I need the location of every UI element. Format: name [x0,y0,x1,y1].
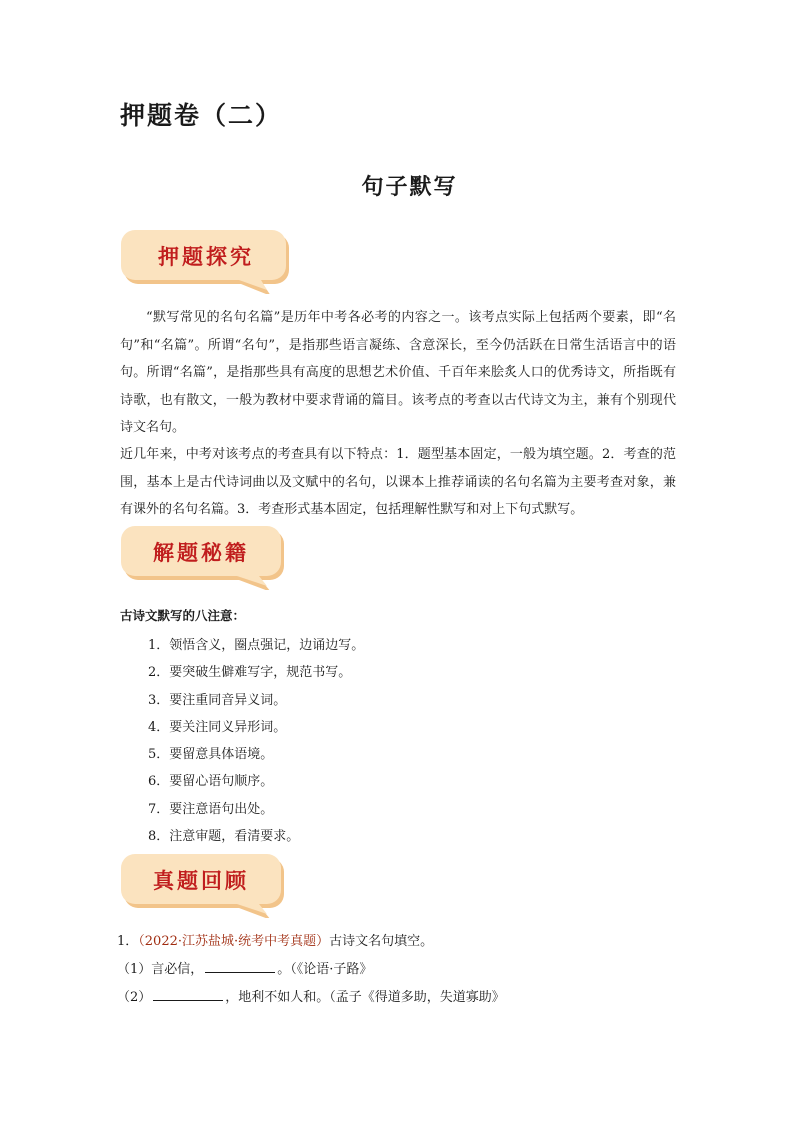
intro-paragraph-2: 近几年来，中考对该考点的考查具有以下特点：1．题型基本固定，一般为填空题。2．考查的范围，基本上是古代诗词曲以及文赋中的名句，以课本上推荐诵读的名句名篇为主要考查对象，兼有课外的名句名篇。3．考查形式基本固定，包括理解性默写和对上下句式默写。 [120,447,676,517]
page-subtitle: 句子默写 [361,175,458,200]
section-banner-research [121,230,291,294]
answer-blank[interactable] [153,987,223,1001]
part-2-before: （2） [117,990,152,1005]
question-number: 1． [117,934,139,949]
section-label: 真题回顾 [153,869,249,893]
tip-item: 7．要注意语句出处。 [148,801,274,817]
tip-item: 3．要注重同音异义词。 [148,692,287,708]
tip-item: 6．要留心语句顺序。 [148,774,274,790]
part-2-after: ，地利不如人和。（孟子《得道多助，失道寡助》 [225,990,505,1005]
section-label: 押题探究 [158,245,254,269]
question-1-header [117,928,677,955]
question-source: （2022·江苏盐城·统考中考真题） [138,934,330,949]
tip-item: 2．要突破生僻难写字，规范书写。 [148,665,352,681]
tips-heading: 古诗文默写的八注意： [120,608,246,623]
tips-list [148,632,364,850]
question-1-part-2 [117,984,677,1011]
question-1-part-1 [117,956,677,983]
section-banner-review [121,854,291,918]
tip-item: 8．注意审题，看清要求。 [148,829,300,845]
answer-blank[interactable] [205,959,275,973]
part-1-before: （1）言必信， [117,962,204,977]
tip-item: 5．要留意具体语境。 [148,747,274,763]
question-prompt: 古诗文名句填空。 [329,934,434,949]
tip-item: 4．要关注同义异形词。 [148,719,287,735]
part-1-after: 。（《论语·子路》 [277,962,373,977]
page-title: 押题卷（二） [120,101,283,130]
section-banner-tips [121,526,291,590]
section-label: 解题秘籍 [153,541,249,565]
tip-item: 1．领悟含义，圈点强记，边诵边写。 [148,638,365,653]
intro-paragraph-1: “默写常见的名句名篇”是历年中考各必考的内容之一。该考点实际上包括两个要素，即“名句”和“名篇”。所谓“名句”，是指那些语言凝练、含意深长，至今仍活跃在日常生活语言中的语句。所谓“名篇”，是指那些具有高度的思想艺术价值、千百年来脍炙人口的优秀诗文，所指既有诗歌，也有散文，一般为教材中要求背诵的篇目。该考点的考查以古代诗文为主，兼有个别现代诗文名句。 [120,310,676,435]
